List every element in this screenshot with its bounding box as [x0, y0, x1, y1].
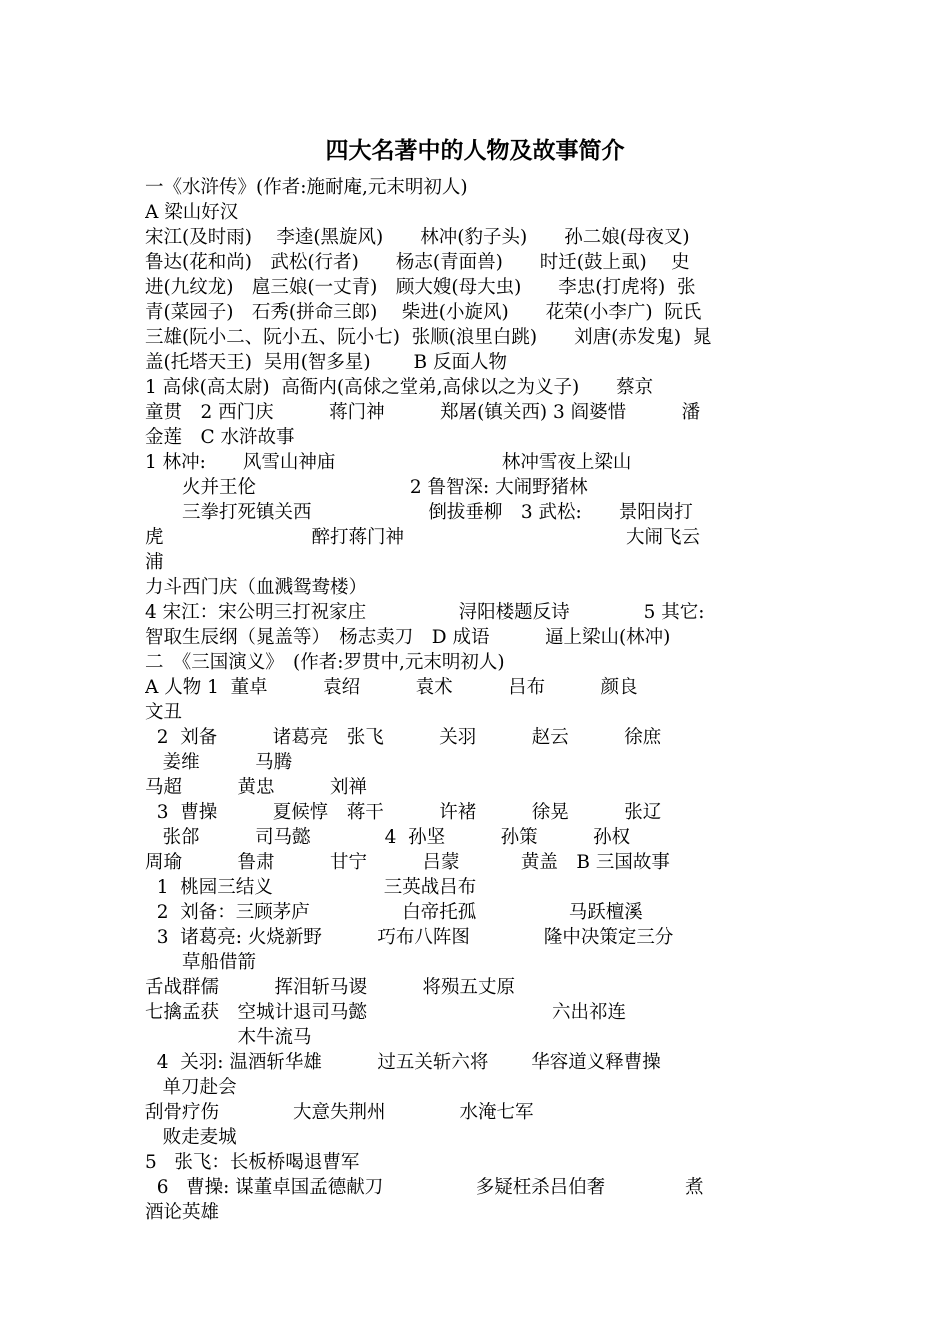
text-line: 三雄(阮小二、阮小五、阮小七) 张顺(浪里白跳) 刘唐(赤发鬼) 晁 — [145, 327, 712, 348]
text-line: 金莲 C 水浒故事 — [145, 427, 295, 448]
text-line: 虎 醉打蒋门神 大闹飞云 — [145, 527, 701, 548]
text-line: 浦 — [145, 552, 164, 573]
text-line: 宋江(及时雨) 李逵(黑旋风) 林冲(豹子头) 孙二娘(母夜叉) — [145, 227, 690, 248]
document-body — [145, 175, 810, 1225]
text-line: 文丑 — [145, 702, 183, 723]
text-line: 一《水浒传》(作者:施耐庵,元末明初人) — [145, 177, 468, 198]
text-line: 舌战群儒 挥泪斩马谡 将殒五丈原 — [145, 977, 516, 998]
text-line: 1 桃园三结义 三英战吕布 — [145, 877, 477, 898]
document-title: 四大名著中的人物及故事简介 — [325, 137, 625, 164]
text-line: 马超 黄忠 刘禅 — [145, 777, 368, 798]
text-line: 酒论英雄 — [145, 1202, 220, 1223]
text-line: 草船借箭 — [145, 952, 257, 973]
text-line: A 人物 1 董卓 袁绍 袁术 吕布 颜良 — [145, 677, 638, 698]
text-line: 单刀赴会 — [145, 1077, 237, 1098]
text-line: 张郃 司马懿 4 孙坚 孙策 孙权 — [145, 827, 631, 848]
text-line: 4 宋江：宋公明三打祝家庄 浔阳楼题反诗 5 其它: — [145, 602, 705, 623]
text-line: 三拳打死镇关西 倒拔垂柳 3 武松: 景阳岗打 — [145, 502, 693, 523]
text-line: 智取生辰纲（晁盖等） 杨志卖刀 D 成语 逼上梁山(林冲) — [145, 627, 671, 648]
text-line: 二 《三国演义》 (作者:罗贯中,元末明初人) — [145, 652, 505, 673]
text-line: 木牛流马 — [145, 1027, 312, 1048]
text-line: 刮骨疗伤 大意失荆州 水淹七军 — [145, 1102, 534, 1123]
text-line: 5 张飞：长板桥喝退曹军 — [145, 1152, 360, 1173]
text-line: 2 刘备 诸葛亮 张飞 关羽 赵云 徐庶 — [145, 727, 662, 748]
text-line: 姜维 马腾 — [145, 752, 293, 773]
text-line: 进(九纹龙) 扈三娘(一丈青) 顾大嫂(母大虫) 李忠(打虎将) 张 — [145, 277, 696, 298]
text-line: 1 林冲: 风雪山神庙 林冲雪夜上梁山 — [145, 452, 632, 473]
text-line: 鲁达(花和尚) 武松(行者) 杨志(青面兽) 时迁(鼓上虱) 史 — [145, 252, 690, 273]
text-line: 火并王伦 2 鲁智深: 大闹野猪林 — [145, 477, 588, 498]
text-line: 3 诸葛亮: 火烧新野 巧布八阵图 隆中决策定三分 — [145, 927, 674, 948]
text-line: 周瑜 鲁肃 甘宁 吕蒙 黄盖 B 三国故事 — [145, 852, 670, 873]
text-line: 盖(托塔天王) 吴用(智多星) B 反面人物 — [145, 352, 507, 373]
text-line: 2 刘备：三顾茅庐 白帝托孤 马跃檀溪 — [145, 902, 643, 923]
text-line: 4 关羽: 温酒斩华雄 过五关斩六将 华容道义释曹操 — [145, 1052, 661, 1073]
text-line: 败走麦城 — [145, 1127, 237, 1148]
text-line: 童贯 2 西门庆 蒋门神 郑屠(镇关西) 3 阎婆惜 潘 — [145, 402, 701, 423]
text-line: 1 高俅(高太尉) 高衙内(高俅之堂弟,高俅以之为义子) 蔡京 — [145, 377, 654, 398]
text-line: 6 曹操: 谋董卓国孟德献刀 多疑枉杀吕伯奢 煮 — [145, 1177, 704, 1198]
text-line: 青(菜园子) 石秀(拼命三郎) 柴进(小旋风) 花荣(小李广) 阮氏 — [145, 302, 702, 323]
text-line: A 梁山好汉 — [145, 202, 239, 223]
text-line: 力斗西门庆（血溅鸳鸯楼） — [145, 577, 368, 598]
text-line: 3 曹操 夏候惇 蒋干 许褚 徐晃 张辽 — [145, 802, 662, 823]
text-line: 七擒孟获 空城计退司马懿 六出祁连 — [145, 1002, 627, 1023]
